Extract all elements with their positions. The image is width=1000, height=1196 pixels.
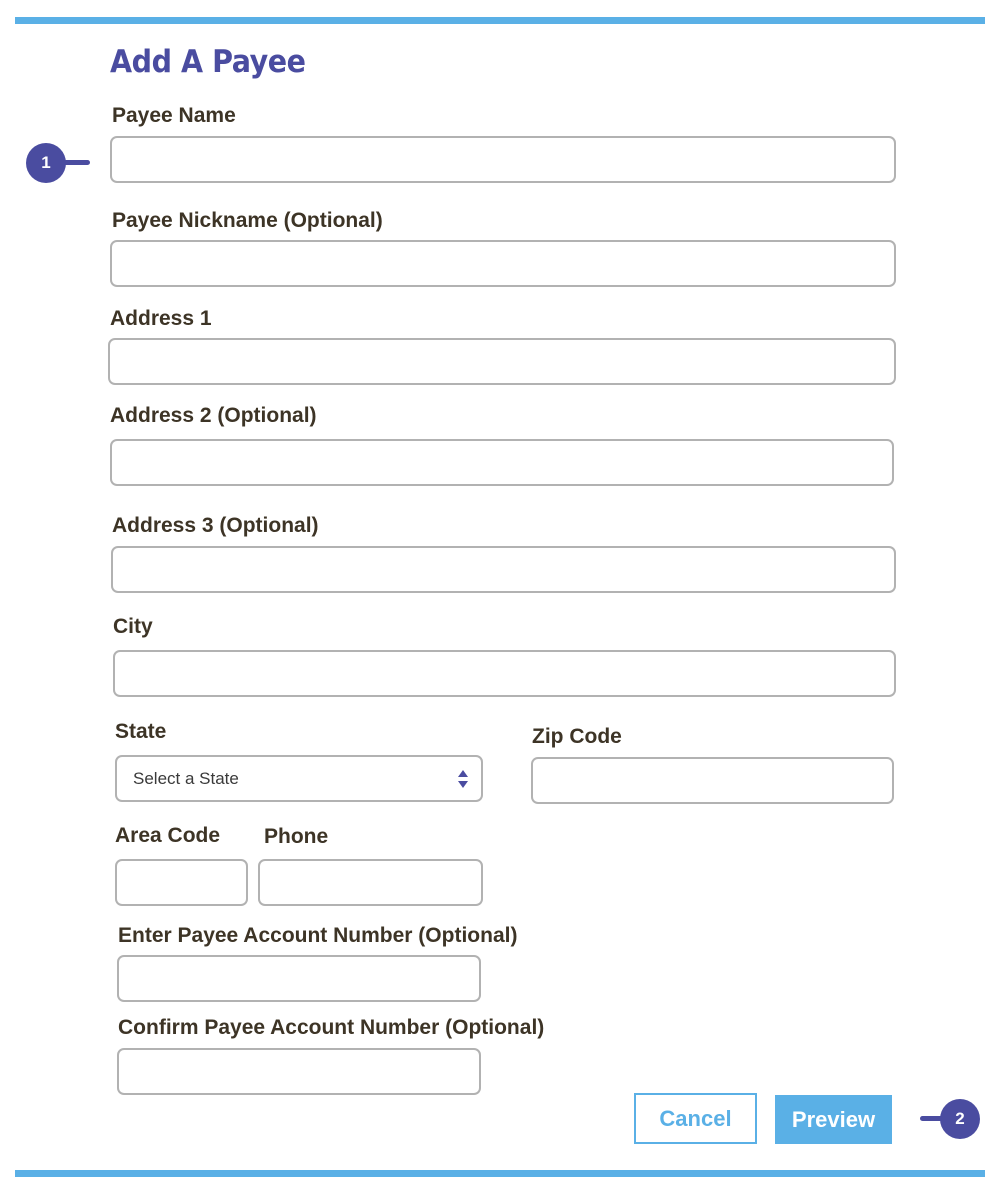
address2-input[interactable] — [110, 439, 894, 486]
sort-arrows-icon — [457, 768, 469, 790]
top-divider — [15, 17, 985, 24]
address2-label: Address 2 (Optional) — [110, 404, 317, 427]
payee-name-label: Payee Name — [112, 104, 236, 127]
payee-nickname-label: Payee Nickname (Optional) — [112, 209, 383, 232]
area-code-label: Area Code — [115, 824, 221, 847]
phone-input[interactable] — [258, 859, 483, 906]
state-label: State — [115, 720, 167, 743]
bottom-divider — [15, 1170, 985, 1177]
callout-1-badge: 1 — [26, 143, 66, 183]
confirm-account-number-label: Confirm Payee Account Number (Optional) — [118, 1016, 545, 1039]
zip-code-label: Zip Code — [532, 725, 622, 748]
city-label: City — [113, 615, 153, 638]
payee-name-input[interactable] — [110, 136, 896, 183]
confirm-account-number-input[interactable] — [117, 1048, 481, 1095]
address1-input[interactable] — [108, 338, 896, 385]
address3-label: Address 3 (Optional) — [112, 514, 319, 537]
phone-label: Phone — [264, 825, 329, 848]
page-title: Add A Payee — [110, 44, 306, 80]
cancel-button[interactable]: Cancel — [634, 1093, 757, 1144]
city-input[interactable] — [113, 650, 896, 697]
account-number-input[interactable] — [117, 955, 481, 1002]
address1-label: Address 1 — [110, 307, 212, 330]
zip-code-input[interactable] — [531, 757, 894, 804]
state-select-value: Select a State — [133, 768, 239, 788]
account-number-label: Enter Payee Account Number (Optional) — [118, 924, 518, 947]
area-code-input[interactable] — [115, 859, 248, 906]
payee-nickname-input[interactable] — [110, 240, 896, 287]
state-select[interactable] — [115, 755, 483, 802]
preview-button[interactable]: Preview — [775, 1095, 892, 1144]
address3-input[interactable] — [111, 546, 896, 593]
callout-2-badge: 2 — [940, 1099, 980, 1139]
